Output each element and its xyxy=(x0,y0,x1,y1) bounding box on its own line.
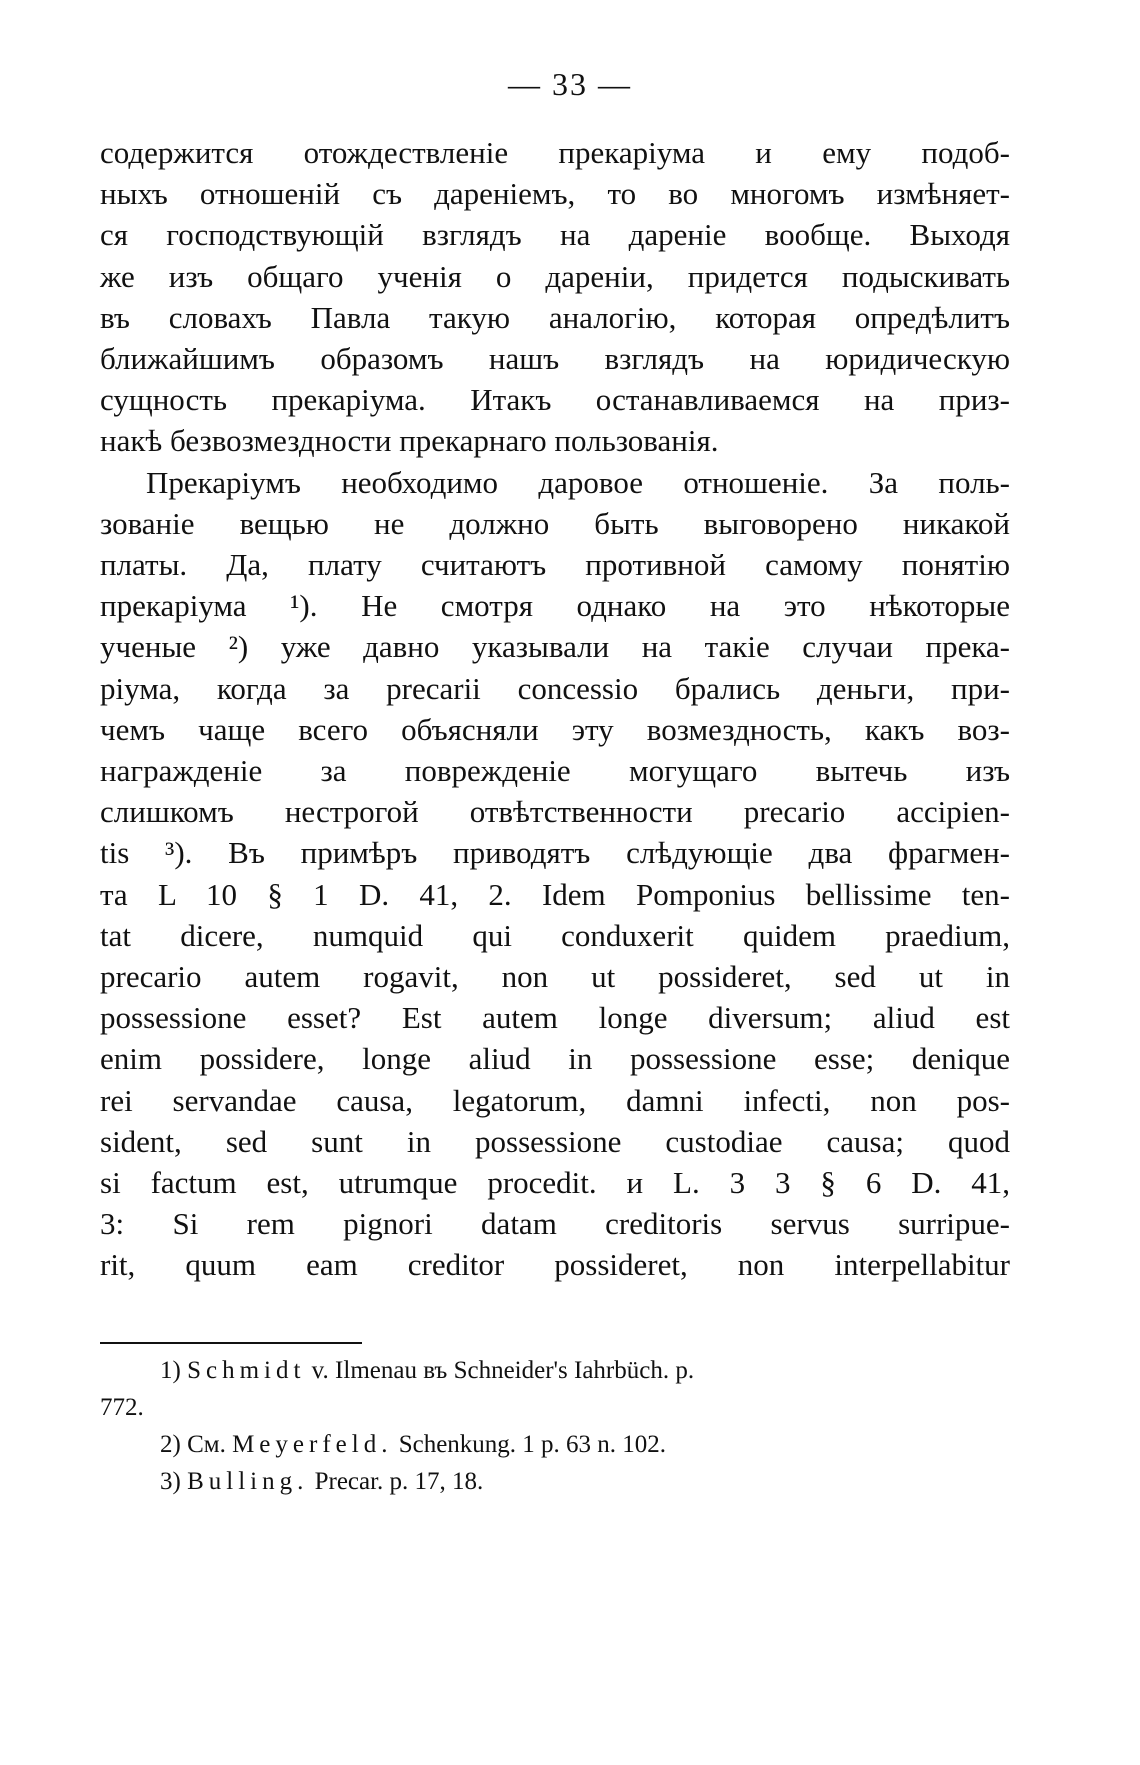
footnote-author: Schmidt xyxy=(187,1357,306,1384)
text-line: ближайшимъ образомъ нашъ взглядъ на юридическую xyxy=(100,341,1010,377)
text-line: possessione esset? Est autem longe diversum; aliud est xyxy=(100,1000,1010,1036)
footnote-text: Precar. p. 17, 18. xyxy=(314,1468,484,1495)
footnote-text: Schenkung. 1 p. 63 n. 102. xyxy=(398,1431,667,1458)
text-line: rei servandae causa, legatorum, damni infecti, non pos- xyxy=(100,1082,1010,1118)
text-line: чемъ чаще всего объясняли эту возмездность, какъ воз- xyxy=(100,711,1010,747)
text-line: сущность прекаріума. Итакъ останавливаемся на приз- xyxy=(100,382,1010,418)
text-line: enim possidere, longe aliud in possessione esse; denique xyxy=(100,1041,1010,1077)
text-line: sident, sed sunt in possessione custodiae causa; quod xyxy=(100,1123,1010,1159)
text-line: ріума, когда за precarii concessio брались деньги, при- xyxy=(100,670,1010,706)
footnotes xyxy=(100,1352,1010,1500)
text-line: слишкомъ нестрогой отвѣтственности precario accipien- xyxy=(100,794,1010,830)
footnote-2 xyxy=(100,1426,1010,1463)
text-line: прекаріума ¹). Не смотря однако на это нѣкоторые xyxy=(100,588,1010,624)
text-line: tat dicere, numquid qui conduxerit quidem praedium, xyxy=(100,917,1010,953)
text-line: награжденіе за поврежденіе могущаго вытечь изъ xyxy=(100,753,1010,789)
paragraph-1 xyxy=(100,132,1010,462)
footnote-text: v. Ilmenau въ Schneider's Iahrbüch. p. xyxy=(311,1357,695,1384)
footnote-3 xyxy=(100,1463,1010,1500)
text-line: Прекаріумъ необходимо даровое отношеніе. За поль- xyxy=(146,464,1010,500)
footnote-1-continuation: 772. xyxy=(100,1394,144,1421)
page-number: — 33 — xyxy=(508,66,632,102)
text-line: 3: Si rem pignori datam creditoris servus surripue- xyxy=(100,1206,1010,1242)
text-line: si factum est, utrumque procedit. и L. 3 3 § 6 D. 41, xyxy=(100,1165,1010,1201)
text-line: платы. Да, плату считаютъ противной самому понятію xyxy=(100,547,1010,583)
text-line: въ словахъ Павла такую аналогію, которая опредѣлитъ xyxy=(100,299,1010,335)
footnote-marker: 2) xyxy=(160,1431,181,1458)
text-line: содержится отождествленіе прекаріума и ему подоб- xyxy=(100,135,1010,170)
text-line: зованіе вещью не должно быть выговорено никакой xyxy=(100,505,1010,541)
text-line: накѣ безвозмездности прекарнаго пользованія. xyxy=(100,423,719,459)
footnote-author: Meyerfeld. xyxy=(232,1431,393,1458)
text-line: rit, quum eam creditor possideret, non interpellabitur xyxy=(100,1247,1010,1283)
text-line: та L 10 § 1 D. 41, 2. Idem Pomponius bellissime ten- xyxy=(100,876,1010,912)
text-line: же изъ общаго ученія о дареніи, придется подыскивать xyxy=(100,258,1010,294)
body-text xyxy=(100,132,1010,1286)
footnote-1 xyxy=(100,1352,1010,1389)
text-line: ученые ²) уже давно указывали на такіе случаи прека- xyxy=(100,629,1010,665)
text-line: ся господствующій взглядъ на дареніе вообще. Выходя xyxy=(100,217,1010,253)
text-line: precario autem rogavit, non ut possideret, sed ut in xyxy=(100,959,1010,995)
footnote-divider xyxy=(100,1342,362,1344)
footnote-marker: 3) xyxy=(160,1468,181,1495)
paragraph-2 xyxy=(100,462,1010,1286)
footnote-author: Bulling. xyxy=(187,1468,309,1495)
footnote-marker: 1) xyxy=(160,1357,181,1384)
footnote-prefix: См. xyxy=(187,1431,226,1458)
text-line: ныхъ отношеній съ дареніемъ, то во многомъ измѣняет- xyxy=(100,176,1010,212)
text-line: tis ³). Въ примѣръ приводятъ слѣдующіе два фрагмен- xyxy=(100,835,1010,871)
